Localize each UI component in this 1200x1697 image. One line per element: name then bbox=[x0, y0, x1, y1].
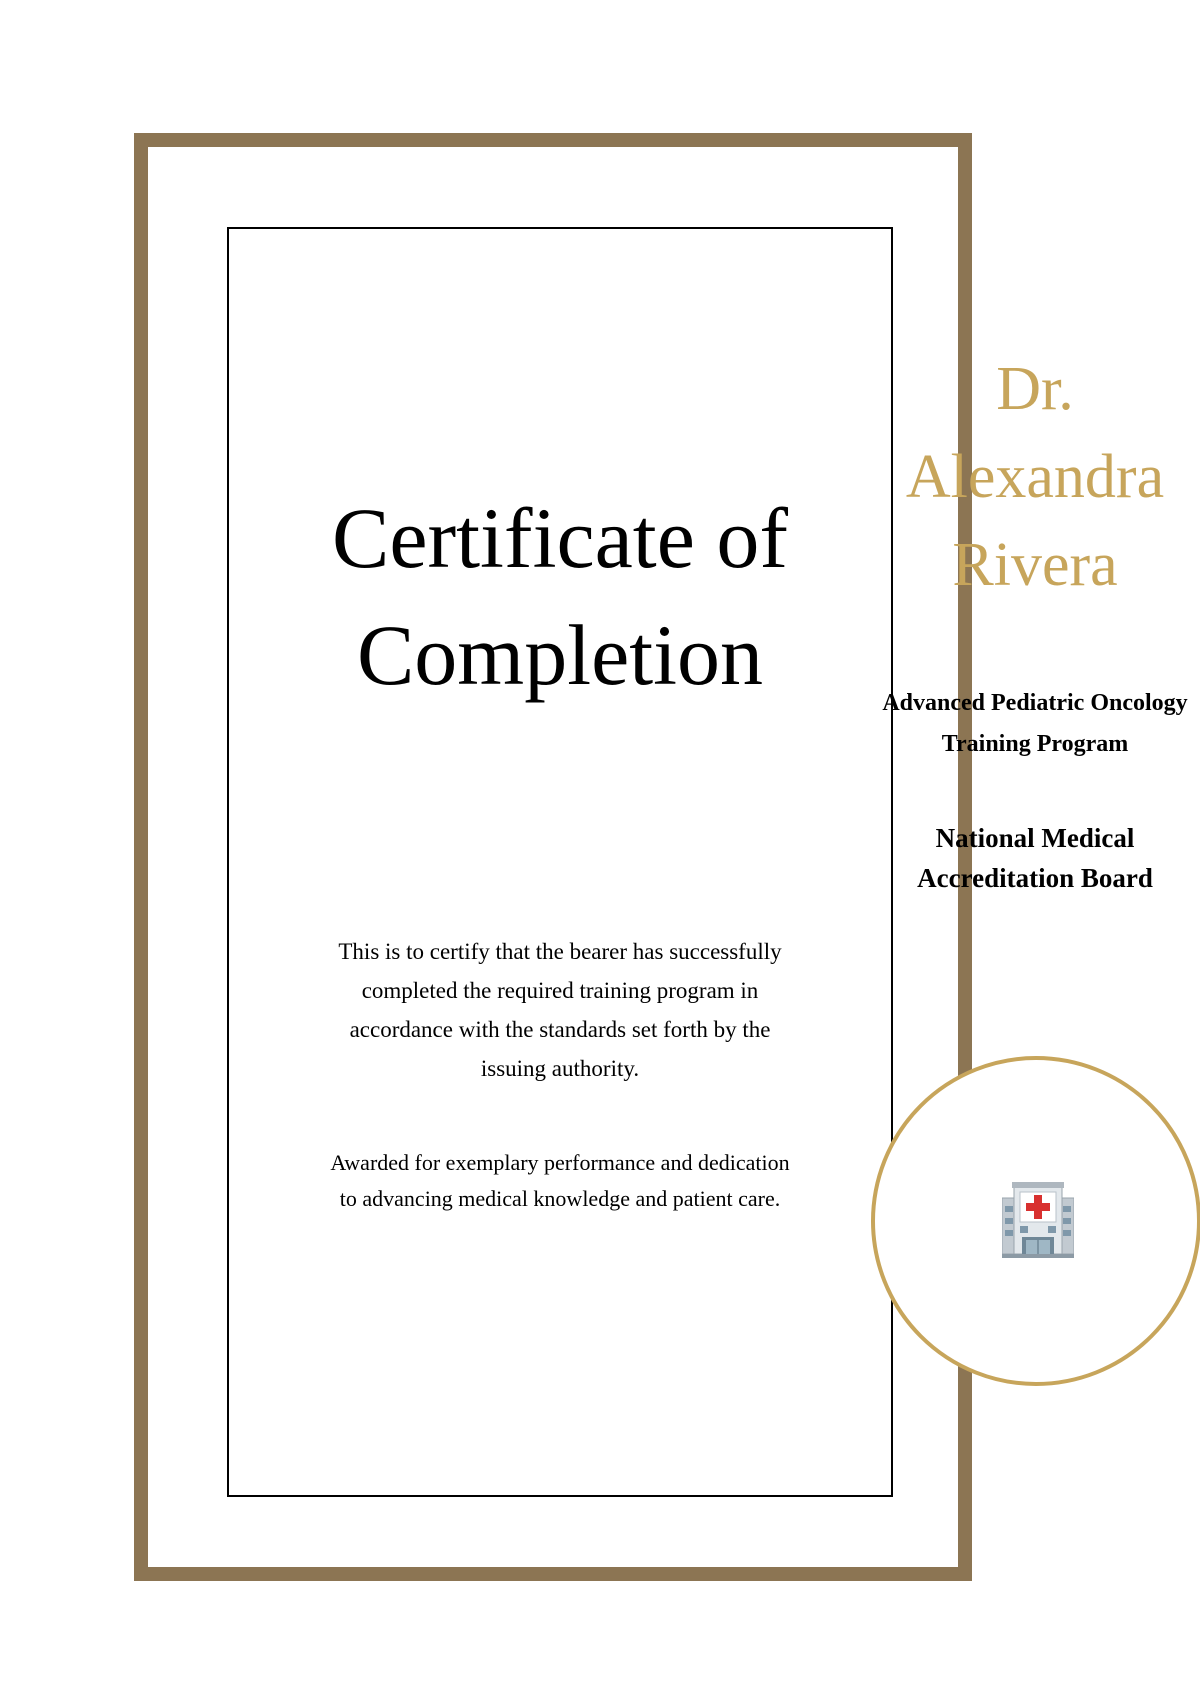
recipient-name: Dr. Alexandra Rivera bbox=[905, 355, 1165, 599]
hospital-icon bbox=[1002, 1182, 1074, 1258]
certificate-seal bbox=[871, 1056, 1200, 1386]
award-text: Awarded for exemplary performance and dedication to advancing medical knowledge and patient care. bbox=[330, 1150, 790, 1211]
certificate-inner-frame bbox=[227, 227, 893, 1497]
certify-text: This is to certify that the bearer has successfully completed the required training program in accordance with the standards set forth by the issuing authority. bbox=[338, 939, 782, 1081]
certificate-title: Certificate of Completion bbox=[331, 490, 789, 703]
issuer-name: National Medical Accreditation Board bbox=[917, 823, 1153, 893]
program-name: Advanced Pediatric Oncology Training Program bbox=[882, 690, 1188, 757]
